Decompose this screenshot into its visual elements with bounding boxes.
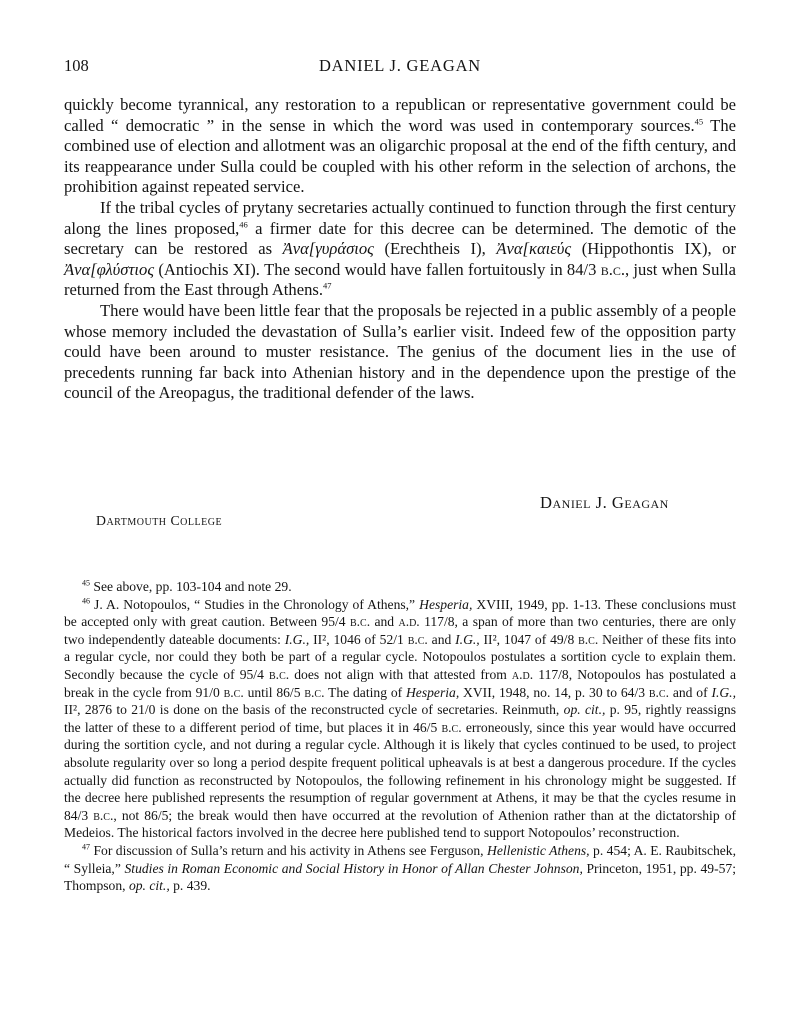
footnote-ref-46[interactable]: 46 [239,219,248,230]
footnote-45: $^{45}$ See above, pp. 103-104 and note 29. [82,578,292,594]
footnote-47: $^{47}$ For discussion of Sulla’s return and his activity in Athens see Ferguson, Hellenistic Athens, p. 454; A. E. Raubitschek, “ Sylleia,” Studies in Roman Economic and Social History in Honor of Allan Chester Johnson, Princeton, 1951, pp. 49-57; Thompson, op. cit., p. 439. [64,842,737,894]
greek-demotic-2: Ἀνα[καιεύς [496,239,572,259]
paragraph-1: quickly become tyrannical, any restoration to a republican or representative government could be called “ democratic ” in the sense in which the word was used in contemporary sources.$^{45}$ The combined use of election and allotment was an oligarchic proposal at the end of the fifth century, and its reappearance under Sulla could be coupled with his other reform in the selection of archons, the prohibition against repeated service. [64,95,736,197]
paragraph-3: There would have been little fear that the proposals be rejected in a public assembly of a people whose memory included the devastation of Sulla’s earlier visit. Indeed few of the opposition party could have been around to muster resistance. The genius of the document lies in the use of precedents running far back into Athenian history and in the dependence upon the prestige of the council of the Areopagus, the traditional defender of the laws. [64,300,736,403]
footnote-46: $^{46}$ J. A. Notopoulos, “ Studies in the Chronology of Athens,” Hesperia, XVIII, 1949, pp. 1-13. These conclusions must be accepted only with great caution. Between 95/4 b.c. and a.d. 117/8, a span of more than two centuries, there are only two independently dateable documents: I.G., II², 1046 of 52/1 b.c. and I.G., II², 1047 of 49/8 b.c. Neither of these fits into a regular cycle, nor could they both be part of a regular cycle. Notopoulos postulates a sortition cycle to explain them. Secondly because the cycle of 95/4 b.c. does not align with that attested from a.d. 117/8, Notopoulos has postulated a break in the cycle from 91/0 b.c. until 86/5 b.c. The dating of Hesperia, XVII, 1948, no. 14, p. 30 to 64/3 b.c. and of I.G., II², 2876 to 21/0 is done on the basis of the reconstructed cycle of secretaries. Reinmuth, op. cit., p. 95, rightly reassigns the latter of these to a different period of time, but places it in 46/5 b.c. erroneously, since this year would have occurred during the sortition cycle, and not during a regular cycle. Although it is likely that cycles continued to be used, to project absolute regularity over so long a period despite frequent political upheavals is at best a dangerous procedure. If the cycles actually did function as reconstructed by Notopoulos, the following refinement in his chronology might be suggested. If the decree here published represents the resumption of regular government at Athens, it may be that the cycles resume in 84/3 b.c., not 86/5; the break would then have occurred at the revolution of Athenion rather than at the dictatorship of Medeios. The historical factors involved in the decree here published tend to support Notopoulos’ reconstruction. [64,596,737,841]
footnote-ref-45[interactable]: 45 [694,116,704,127]
author-affiliation: Dartmouth College [96,513,223,528]
running-head: DANIEL J. GEAGAN [318,56,482,75]
footnotes [64,578,736,895]
paragraph-2: If the tribal cycles of prytany secretaries actually continued to function through the first century along the lines proposed,$^{46}$ a firmer date for this decree can be determined. The demotic of the secretary can be restored as Ἀνα[γυράσιος (Erechtheis I), Ἀνα[καιεύς (Hippothontis IX), or Ἀνα[φλύστιος (Antiochis XI). The second would have fallen fortuitously in 84/3 b.c., just when Sulla returned from the East through Athens.$^{47}$ [64,197,737,300]
author-signature: Daniel J. Geagan [540,493,669,512]
greek-demotic-1: Ἀνα[γυράσιος [282,239,374,259]
page-header [64,56,736,80]
page-number: 108 [64,56,89,75]
footnote-ref-47[interactable]: 47 [323,280,332,291]
greek-demotic-3: Ἀνα[φλύστιος [64,259,155,279]
body-text [64,95,736,404]
